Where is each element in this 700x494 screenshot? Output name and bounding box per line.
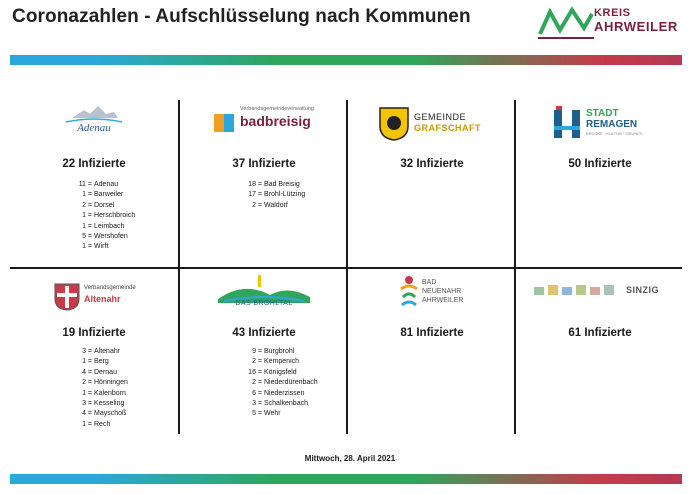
list-item: 9 = Burgbrohl: [252, 348, 295, 355]
report-date: Mittwoch, 28. April 2021: [304, 454, 396, 463]
list-item: 4 = Dernau: [82, 368, 117, 376]
list-item: 3 = Schalkenbach: [252, 400, 308, 408]
cell-brohltal: [180, 269, 348, 434]
altenahr-logo: [10, 269, 178, 313]
list-item: 1 = Rech: [82, 420, 111, 428]
remagen-bridge-icon: [552, 106, 582, 142]
adenau-logo: [10, 100, 178, 144]
grafschaft-crest-icon: [378, 106, 410, 142]
brohltal-logo: [180, 269, 348, 313]
breakdown-list: [180, 180, 348, 211]
list-item: 1 = Leimbach: [82, 222, 125, 230]
list-item: 18 = Bad Breisig: [248, 181, 300, 188]
grafschaft-logo: [348, 100, 516, 144]
brohltal-logo-text: DAS BROHLTAL: [235, 300, 293, 307]
infizierte-count: 50 Infizierte: [568, 158, 632, 170]
infizierte-count: 32 Infizierte: [400, 158, 464, 170]
remagen-logo-line2: REMAGEN: [586, 119, 638, 130]
bottom-color-bar: [10, 474, 682, 484]
sinzig-icons: [532, 281, 622, 301]
list-item: 17 = Brohl-Lützing: [248, 191, 306, 199]
list-item: 5 = Wehr: [252, 410, 281, 418]
kreis-ahrweiler-mark-icon: [536, 4, 596, 42]
brand-line1: KREIS: [594, 7, 631, 19]
list-item: 1 = Wirft: [82, 243, 109, 251]
cell-bad-neuenahr-ahrweiler: [348, 269, 516, 434]
infizierte-count: 81 Infizierte: [400, 327, 464, 339]
list-item: 4 = Mayschoß: [82, 410, 127, 418]
kreis-ahrweiler-logo: [536, 4, 686, 42]
breakdown-list: [180, 347, 348, 420]
page-title: Coronazahlen - Aufschlüsselung nach Kommunen: [12, 6, 471, 27]
bad-neuenahr-logo: [348, 269, 516, 313]
list-item: 16 = Königsfeld: [248, 368, 297, 376]
list-item: 3 = Altenahr: [82, 348, 121, 355]
list-item: 2 = Dorsel: [82, 201, 115, 209]
sinzig-logo: [516, 269, 684, 313]
list-item: 5 = Wershofen: [82, 233, 128, 241]
grafschaft-logo-line2: GRAFSCHAFT: [414, 123, 481, 133]
breakdown-list: [10, 180, 178, 253]
list-item: 2 = Kempenich: [252, 358, 300, 366]
list-item: 2 = Waldorf: [252, 201, 288, 209]
altenahr-logo-line1: Verbandsgemeinde: [84, 285, 136, 291]
cell-adenau: [10, 100, 178, 267]
remagen-logo: [516, 100, 684, 144]
altenahr-logo-line2: Altenahr: [84, 294, 121, 304]
breakdown-list: [10, 347, 178, 430]
bad-neuenahr-logo-line3: AHRWEILER: [422, 297, 464, 304]
remagen-logo-line3: BRÜCKE · KULTUR · GRÜNES: [586, 131, 643, 136]
list-item: 6 = Niederzissen: [252, 389, 305, 397]
list-item: 3 = Kesseling: [82, 400, 125, 408]
bad-breisig-logo-text: badbreisig: [240, 113, 311, 129]
adenau-logo-text: Adenau: [77, 122, 111, 134]
infizierte-count: 37 Infizierte: [232, 158, 296, 170]
cell-bad-breisig: [180, 100, 348, 267]
sinzig-logo-text: SINZIG: [626, 285, 660, 295]
list-item: 2 = Niederdürenbach: [252, 379, 318, 387]
bad-neuenahr-logo-line1: BAD: [422, 279, 437, 286]
list-item: 2 = Hönningen: [82, 379, 128, 387]
altenahr-crest-icon: [54, 283, 80, 311]
cell-sinzig: [516, 269, 684, 434]
bad-breisig-logo-top: Verbandsgemeindeverwaltung: [240, 106, 314, 112]
list-item: 11 = Adenau: [78, 181, 119, 188]
brand-line2: AHRWEILER: [594, 19, 678, 34]
grafschaft-logo-line1: GEMEINDE: [414, 112, 467, 122]
bad-neuenahr-logo-line2: NEUENAHR: [422, 288, 462, 295]
infizierte-count: 43 Infizierte: [232, 327, 296, 339]
infizierte-count: 22 Infizierte: [62, 158, 126, 170]
cell-remagen: [516, 100, 684, 267]
list-item: 1 = Kalenborn: [82, 389, 126, 397]
infizierte-count: 61 Infizierte: [568, 327, 632, 339]
bad-neuenahr-figure-icon: [398, 275, 420, 309]
infizierte-count: 19 Infizierte: [62, 327, 126, 339]
list-item: 1 = Barweiler: [82, 191, 124, 199]
bad-breisig-logo: [180, 100, 348, 144]
list-item: 1 = Berg: [82, 358, 109, 366]
cell-grafschaft: [348, 100, 516, 267]
cell-altenahr: [10, 269, 178, 434]
remagen-logo-line1: STADT: [586, 108, 619, 119]
list-item: 1 = Herschbroich: [82, 212, 136, 220]
top-color-bar: [10, 55, 682, 65]
